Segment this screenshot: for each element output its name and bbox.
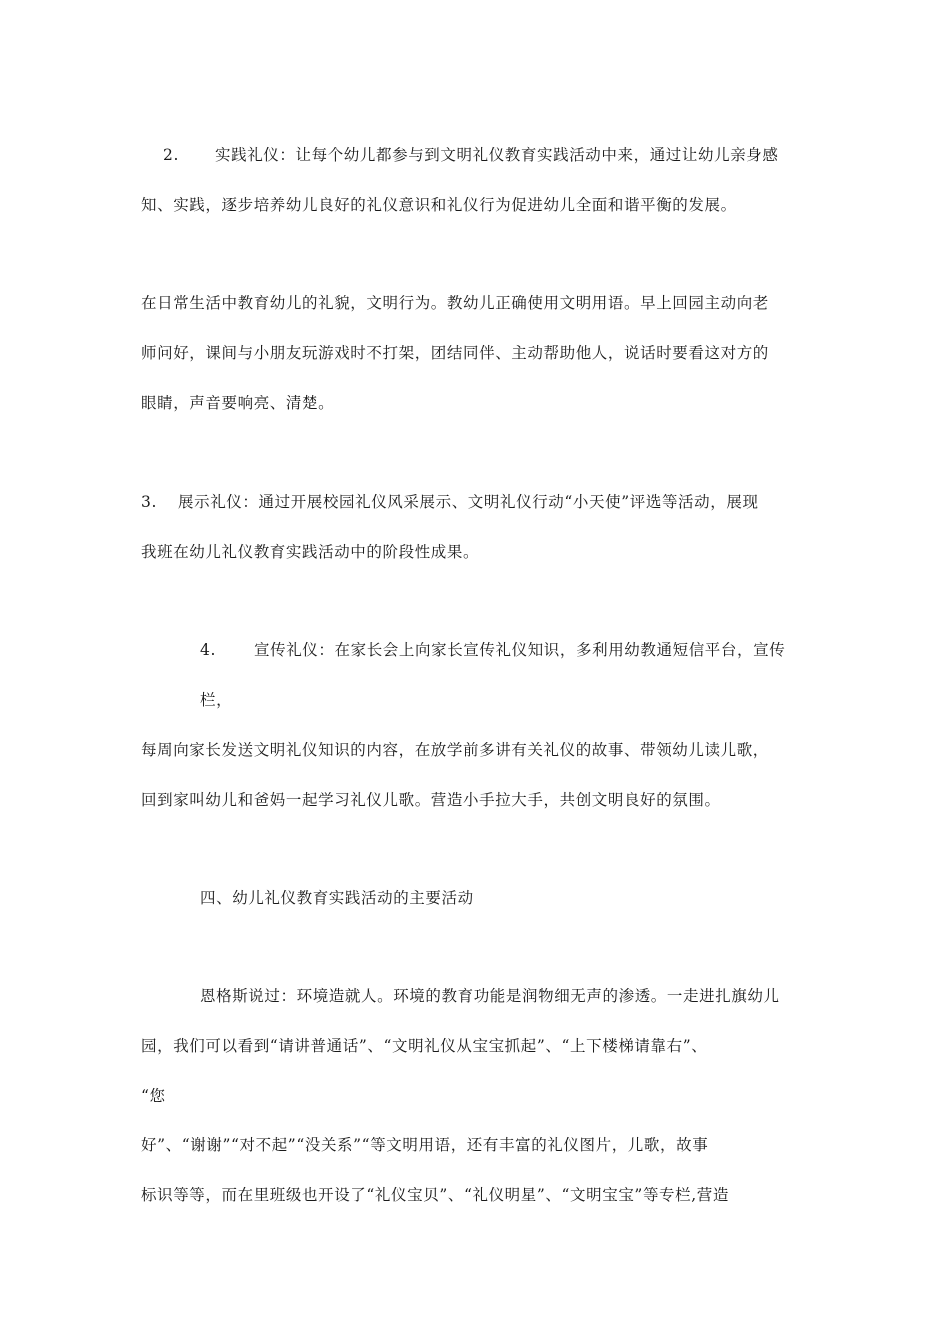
- item4-line4: 回到家叫幼儿和爸妈一起学习礼仪儿歌。营造小手拉大手，共创文明良好的氛围。: [141, 791, 721, 809]
- daily-line3: 眼睛，声音要响亮、清楚。: [141, 394, 335, 412]
- item4-number: 4.: [200, 641, 216, 659]
- item3-number: 3.: [141, 493, 157, 511]
- section4-heading: 四、幼儿礼仪教育实践活动的主要活动: [200, 889, 474, 907]
- item2-number: 2.: [163, 146, 179, 164]
- item2-line1: 实践礼仪：让每个幼儿都参与到文明礼仪教育实践活动中来，通过让幼儿亲身感: [215, 146, 779, 164]
- engels-line3: “您: [141, 1087, 166, 1105]
- item4-line3: 每周向家长发送文明礼仪知识的内容，在放学前多讲有关礼仪的故事、带领幼儿读儿歌，: [141, 741, 769, 759]
- engels-line4: 好”、“谢谢”“对不起”“没关系”“等文明用语，还有丰富的礼仪图片，儿歌，故事: [141, 1136, 709, 1154]
- engels-line1: 恩格斯说过：环境造就人。环境的教育功能是润物细无声的渗透。一走进扎旗幼儿: [200, 987, 780, 1005]
- item2-line2: 知、实践，逐步培养幼儿良好的礼仪意识和礼仪行为促进幼儿全面和谐平衡的发展。: [141, 196, 737, 214]
- item3-line1: 展示礼仪：通过开展校园礼仪风采展示、文明礼仪行动“小天使”评选等活动，展现: [178, 493, 759, 511]
- daily-line1: 在日常生活中教育幼儿的礼貌，文明行为。教幼儿正确使用文明用语。早上回园主动向老: [141, 294, 769, 312]
- item-number: [163, 145, 179, 165]
- item3-line2: 我班在幼儿礼仪教育实践活动中的阶段性成果。: [141, 543, 480, 561]
- item4-line2: 栏，: [200, 691, 233, 709]
- engels-line2: 园，我们可以看到“请讲普通话”、“文明礼仪从宝宝抓起”、“上下楼梯请靠右”、: [141, 1037, 708, 1055]
- item4-line1: 宣传礼仪：在家长会上向家长宣传礼仪知识，多利用幼教通短信平台，宣传: [254, 641, 786, 659]
- daily-line2: 师问好，课间与小朋友玩游戏时不打架，团结同伴、主动帮助他人，说话时要看这对方的: [141, 344, 769, 362]
- engels-line5: 标识等等，而在里班级也开设了“礼仪宝贝”、“礼仪明星”、“文明宝宝”等专栏,营造: [141, 1186, 729, 1204]
